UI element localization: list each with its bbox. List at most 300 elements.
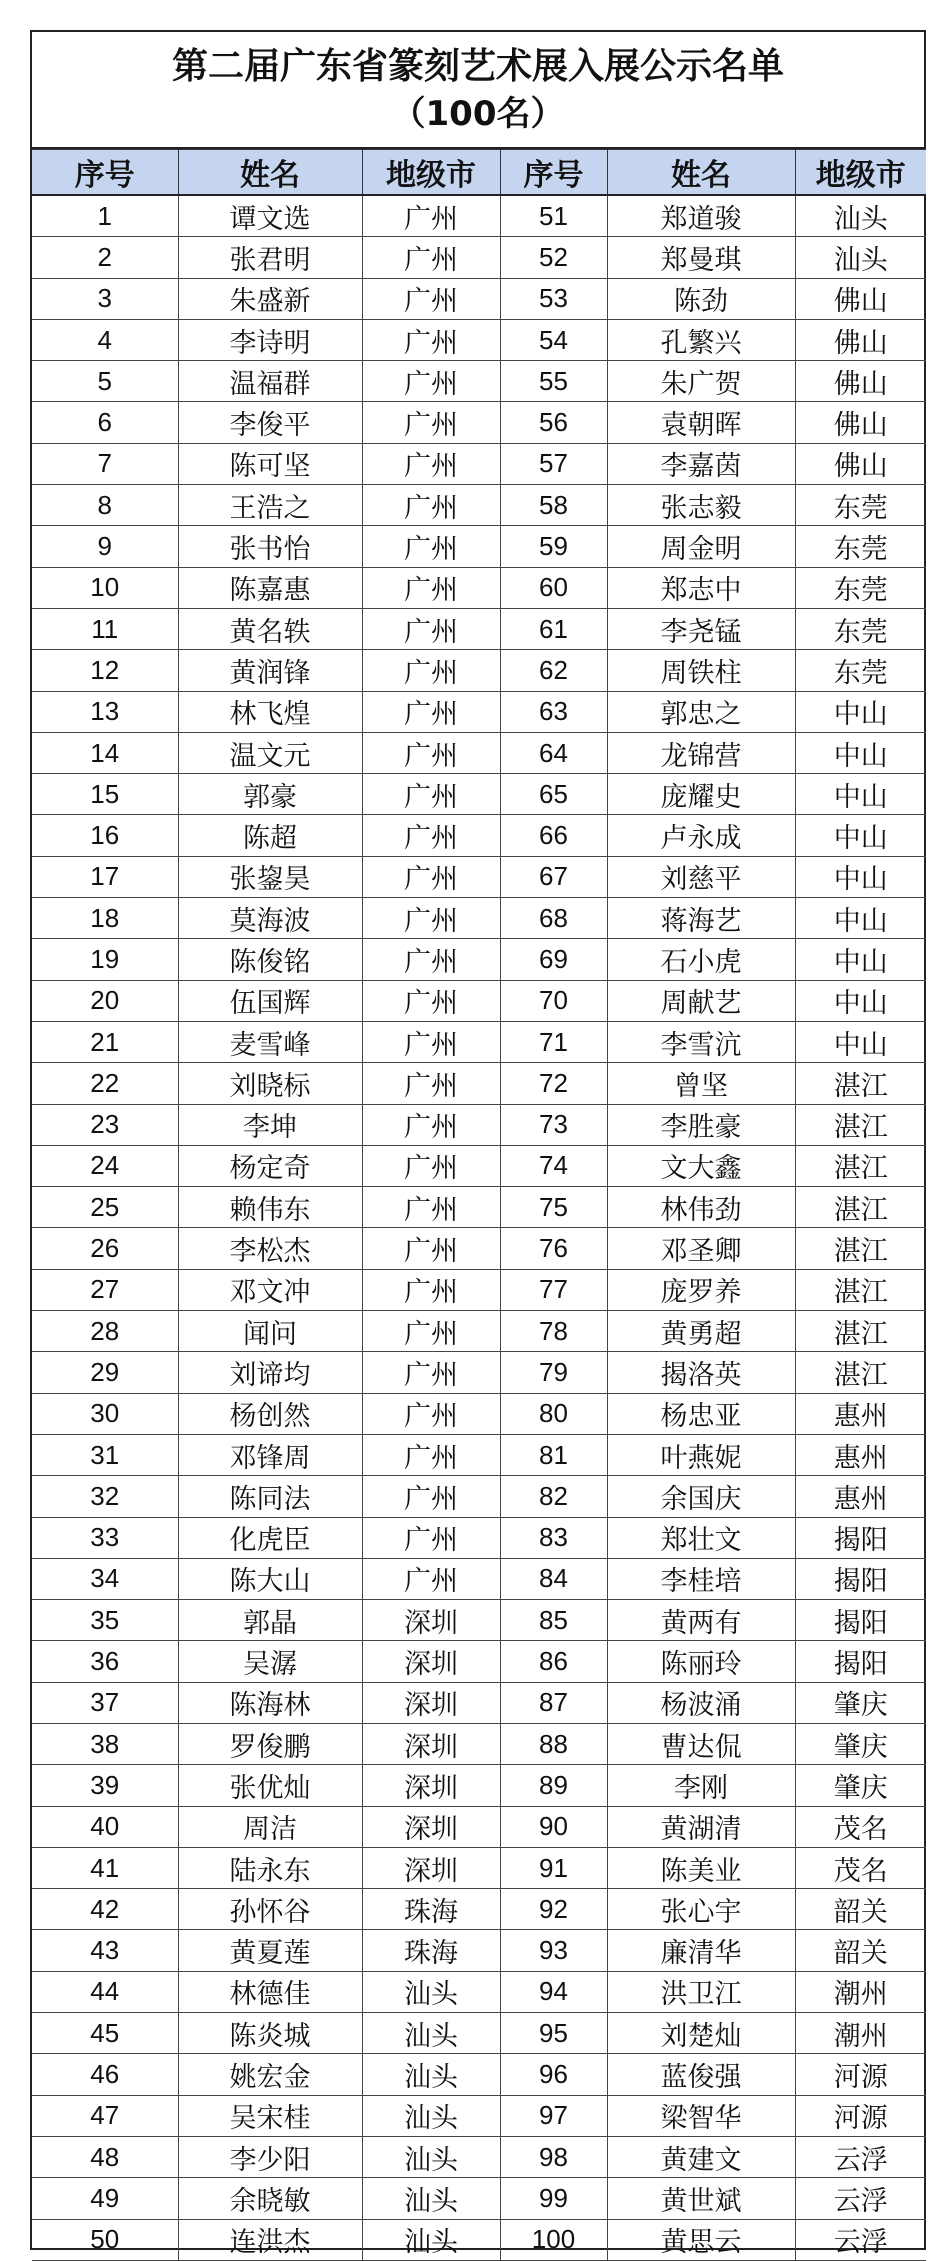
- cell-name-right: 张心宇: [607, 1889, 795, 1930]
- cell-name-left: 麦雪峰: [178, 1021, 362, 1062]
- cell-city-left: 广州: [362, 278, 500, 319]
- cell-city-right: 惠州: [795, 1476, 926, 1517]
- table-row: [32, 1682, 926, 1723]
- cell-city-left: 广州: [362, 1104, 500, 1145]
- cell-index-left: 17: [32, 856, 178, 897]
- cell-index-left: 4: [32, 319, 178, 360]
- cell-name-right: 周铁柱: [607, 650, 795, 691]
- cell-name-left: 陆永东: [178, 1847, 362, 1888]
- cell-index-left: 47: [32, 2095, 178, 2136]
- table-row: [32, 1723, 926, 1764]
- cell-name-left: 杨定奇: [178, 1145, 362, 1186]
- cell-city-left: 深圳: [362, 1641, 500, 1682]
- cell-city-right: 肇庆: [795, 1765, 926, 1806]
- cell-city-left: 汕头: [362, 2054, 500, 2095]
- table-row: [32, 2013, 926, 2054]
- cell-index-left: 22: [32, 1063, 178, 1104]
- table-row: [32, 691, 926, 732]
- cell-index-right: 61: [500, 608, 607, 649]
- cell-index-right: 80: [500, 1393, 607, 1434]
- cell-name-right: 曾坚: [607, 1063, 795, 1104]
- cell-city-right: 河源: [795, 2095, 926, 2136]
- cell-index-right: 100: [500, 2219, 607, 2260]
- cell-index-right: 85: [500, 1600, 607, 1641]
- cell-name-left: 周洁: [178, 1806, 362, 1847]
- cell-index-left: 38: [32, 1723, 178, 1764]
- cell-name-right: 邓圣卿: [607, 1228, 795, 1269]
- cell-index-right: 60: [500, 567, 607, 608]
- cell-index-right: 93: [500, 1930, 607, 1971]
- cell-index-right: 54: [500, 319, 607, 360]
- table-row: [32, 1228, 926, 1269]
- cell-index-right: 58: [500, 485, 607, 526]
- table-row: [32, 319, 926, 360]
- cell-index-right: 71: [500, 1021, 607, 1062]
- cell-index-right: 74: [500, 1145, 607, 1186]
- cell-index-right: 52: [500, 237, 607, 278]
- cell-name-right: 周献艺: [607, 980, 795, 1021]
- table-row: [32, 774, 926, 815]
- table-row: [32, 2178, 926, 2219]
- cell-city-left: 广州: [362, 1517, 500, 1558]
- cell-index-left: 31: [32, 1434, 178, 1475]
- cell-city-right: 湛江: [795, 1145, 926, 1186]
- cell-city-right: 东莞: [795, 608, 926, 649]
- cell-index-left: 18: [32, 898, 178, 939]
- table-row: [32, 1806, 926, 1847]
- cell-name-right: 余国庆: [607, 1476, 795, 1517]
- cell-city-right: 中山: [795, 691, 926, 732]
- cell-name-right: 黄思云: [607, 2219, 795, 2260]
- cell-city-left: 广州: [362, 1187, 500, 1228]
- header-city-right: 地级市: [795, 150, 926, 196]
- table-row: [32, 1352, 926, 1393]
- cell-index-left: 27: [32, 1269, 178, 1310]
- cell-city-left: 广州: [362, 898, 500, 939]
- cell-city-left: 广州: [362, 815, 500, 856]
- cell-index-left: 44: [32, 1971, 178, 2012]
- table-row: [32, 1311, 926, 1352]
- cell-name-right: 文大鑫: [607, 1145, 795, 1186]
- table-row: [32, 567, 926, 608]
- cell-city-left: 广州: [362, 526, 500, 567]
- cell-name-right: 陈美业: [607, 1847, 795, 1888]
- cell-city-left: 广州: [362, 980, 500, 1021]
- cell-name-right: 石小虎: [607, 939, 795, 980]
- cell-index-left: 12: [32, 650, 178, 691]
- cell-index-left: 41: [32, 1847, 178, 1888]
- table-row: [32, 1393, 926, 1434]
- cell-name-right: 郑道骏: [607, 195, 795, 237]
- cell-index-right: 97: [500, 2095, 607, 2136]
- cell-name-left: 张鋆昊: [178, 856, 362, 897]
- cell-index-right: 90: [500, 1806, 607, 1847]
- table-row: [32, 2054, 926, 2095]
- cell-city-right: 汕头: [795, 195, 926, 237]
- cell-name-right: 黄勇超: [607, 1311, 795, 1352]
- cell-city-left: 广州: [362, 650, 500, 691]
- cell-city-left: 广州: [362, 1558, 500, 1599]
- announcement-sheet: [30, 30, 926, 2259]
- cell-name-right: 庞罗养: [607, 1269, 795, 1310]
- cell-index-right: 81: [500, 1434, 607, 1475]
- table-row: [32, 1104, 926, 1145]
- cell-city-left: 广州: [362, 691, 500, 732]
- cell-city-right: 中山: [795, 732, 926, 773]
- table-row: [32, 1021, 926, 1062]
- cell-name-left: 罗俊鹏: [178, 1723, 362, 1764]
- cell-index-left: 15: [32, 774, 178, 815]
- cell-name-right: 林伟劲: [607, 1187, 795, 1228]
- cell-name-left: 李诗明: [178, 319, 362, 360]
- cell-index-left: 8: [32, 485, 178, 526]
- cell-city-left: 广州: [362, 608, 500, 649]
- cell-city-left: 广州: [362, 939, 500, 980]
- cell-city-right: 东莞: [795, 567, 926, 608]
- header-row: [32, 150, 926, 196]
- cell-city-right: 中山: [795, 1021, 926, 1062]
- cell-index-left: 28: [32, 1311, 178, 1352]
- cell-name-right: 朱广贺: [607, 361, 795, 402]
- cell-index-right: 79: [500, 1352, 607, 1393]
- cell-city-right: 云浮: [795, 2219, 926, 2260]
- cell-city-left: 广州: [362, 361, 500, 402]
- table-row: [32, 2219, 926, 2260]
- cell-index-right: 75: [500, 1187, 607, 1228]
- cell-index-right: 69: [500, 939, 607, 980]
- cell-index-right: 76: [500, 1228, 607, 1269]
- cell-city-right: 湛江: [795, 1063, 926, 1104]
- table-row: [32, 237, 926, 278]
- table-row: [32, 608, 926, 649]
- cell-city-right: 肇庆: [795, 1682, 926, 1723]
- cell-name-right: 陈丽玲: [607, 1641, 795, 1682]
- cell-city-right: 中山: [795, 774, 926, 815]
- cell-name-left: 李松杰: [178, 1228, 362, 1269]
- table-row: [32, 939, 926, 980]
- table-row: [32, 485, 926, 526]
- cell-index-left: 45: [32, 2013, 178, 2054]
- cell-city-right: 佛山: [795, 319, 926, 360]
- table-row: [32, 526, 926, 567]
- cell-index-left: 7: [32, 443, 178, 484]
- table-row: [32, 1930, 926, 1971]
- table-row: [32, 1600, 926, 1641]
- cell-city-left: 深圳: [362, 1600, 500, 1641]
- cell-city-right: 湛江: [795, 1352, 926, 1393]
- table-row: [32, 1476, 926, 1517]
- cell-city-left: 广州: [362, 732, 500, 773]
- cell-name-left: 谭文选: [178, 195, 362, 237]
- cell-name-left: 张优灿: [178, 1765, 362, 1806]
- page-subtitle: （100名）: [391, 93, 565, 134]
- cell-name-left: 杨创然: [178, 1393, 362, 1434]
- cell-name-left: 邓文冲: [178, 1269, 362, 1310]
- cell-index-right: 78: [500, 1311, 607, 1352]
- cell-name-right: 郭忠之: [607, 691, 795, 732]
- cell-index-left: 9: [32, 526, 178, 567]
- cell-name-left: 王浩之: [178, 485, 362, 526]
- cell-city-left: 汕头: [362, 2136, 500, 2177]
- cell-name-right: 袁朝晖: [607, 402, 795, 443]
- cell-index-left: 49: [32, 2178, 178, 2219]
- cell-city-left: 深圳: [362, 1723, 500, 1764]
- cell-city-right: 潮州: [795, 2013, 926, 2054]
- cell-index-right: 83: [500, 1517, 607, 1558]
- cell-name-left: 莫海波: [178, 898, 362, 939]
- cell-index-right: 98: [500, 2136, 607, 2177]
- cell-name-left: 刘谛均: [178, 1352, 362, 1393]
- cell-city-right: 中山: [795, 980, 926, 1021]
- cell-name-right: 杨忠亚: [607, 1393, 795, 1434]
- cell-name-right: 杨波涌: [607, 1682, 795, 1723]
- cell-index-left: 3: [32, 278, 178, 319]
- header-index-left: 序号: [32, 150, 178, 196]
- cell-index-right: 64: [500, 732, 607, 773]
- cell-city-left: 广州: [362, 1352, 500, 1393]
- cell-index-left: 10: [32, 567, 178, 608]
- cell-city-left: 汕头: [362, 1971, 500, 2012]
- cell-name-right: 卢永成: [607, 815, 795, 856]
- table-row: [32, 1558, 926, 1599]
- cell-name-right: 郑曼琪: [607, 237, 795, 278]
- cell-city-left: 汕头: [362, 2219, 500, 2260]
- cell-city-right: 肇庆: [795, 1723, 926, 1764]
- cell-index-left: 11: [32, 608, 178, 649]
- cell-city-left: 广州: [362, 1269, 500, 1310]
- cell-city-left: 珠海: [362, 1889, 500, 1930]
- cell-index-left: 1: [32, 195, 178, 237]
- cell-index-left: 6: [32, 402, 178, 443]
- cell-city-left: 珠海: [362, 1930, 500, 1971]
- cell-index-left: 26: [32, 1228, 178, 1269]
- cell-index-right: 72: [500, 1063, 607, 1104]
- cell-city-left: 广州: [362, 195, 500, 237]
- table-body: [32, 195, 926, 2260]
- cell-index-left: 48: [32, 2136, 178, 2177]
- cell-city-right: 茂名: [795, 1806, 926, 1847]
- cell-city-left: 广州: [362, 319, 500, 360]
- cell-city-left: 广州: [362, 485, 500, 526]
- title-block: [32, 32, 924, 149]
- cell-name-left: 闻问: [178, 1311, 362, 1352]
- cell-index-left: 36: [32, 1641, 178, 1682]
- table-row: [32, 195, 926, 237]
- cell-city-left: 广州: [362, 1311, 500, 1352]
- cell-index-right: 84: [500, 1558, 607, 1599]
- cell-city-right: 河源: [795, 2054, 926, 2095]
- cell-city-right: 东莞: [795, 485, 926, 526]
- cell-city-right: 中山: [795, 898, 926, 939]
- cell-city-right: 揭阳: [795, 1600, 926, 1641]
- table-row: [32, 732, 926, 773]
- cell-city-right: 中山: [795, 939, 926, 980]
- cell-name-left: 郭豪: [178, 774, 362, 815]
- cell-name-right: 李嘉茵: [607, 443, 795, 484]
- cell-name-left: 李坤: [178, 1104, 362, 1145]
- cell-city-right: 惠州: [795, 1393, 926, 1434]
- cell-city-left: 广州: [362, 567, 500, 608]
- cell-city-right: 韶关: [795, 1889, 926, 1930]
- cell-index-left: 16: [32, 815, 178, 856]
- cell-city-left: 广州: [362, 774, 500, 815]
- cell-name-left: 连洪杰: [178, 2219, 362, 2260]
- cell-city-right: 湛江: [795, 1104, 926, 1145]
- cell-index-right: 99: [500, 2178, 607, 2219]
- cell-name-left: 温文元: [178, 732, 362, 773]
- cell-name-left: 林飞煌: [178, 691, 362, 732]
- cell-index-left: 29: [32, 1352, 178, 1393]
- cell-name-left: 张书怡: [178, 526, 362, 567]
- cell-name-right: 郑壮文: [607, 1517, 795, 1558]
- cell-name-left: 张君明: [178, 237, 362, 278]
- cell-name-left: 陈大山: [178, 1558, 362, 1599]
- cell-index-right: 77: [500, 1269, 607, 1310]
- header-name-left: 姓名: [178, 150, 362, 196]
- cell-name-right: 李胜豪: [607, 1104, 795, 1145]
- cell-city-left: 广州: [362, 402, 500, 443]
- cell-index-left: 46: [32, 2054, 178, 2095]
- cell-name-right: 曹达侃: [607, 1723, 795, 1764]
- cell-city-right: 揭阳: [795, 1517, 926, 1558]
- cell-name-right: 李尧锰: [607, 608, 795, 649]
- cell-index-left: 39: [32, 1765, 178, 1806]
- cell-name-right: 陈劲: [607, 278, 795, 319]
- cell-name-right: 廉清华: [607, 1930, 795, 1971]
- cell-index-right: 53: [500, 278, 607, 319]
- cell-name-right: 刘楚灿: [607, 2013, 795, 2054]
- cell-name-left: 朱盛新: [178, 278, 362, 319]
- header-city-left: 地级市: [362, 150, 500, 196]
- cell-index-left: 5: [32, 361, 178, 402]
- cell-name-left: 陈嘉惠: [178, 567, 362, 608]
- cell-city-right: 云浮: [795, 2136, 926, 2177]
- cell-name-right: 李刚: [607, 1765, 795, 1806]
- cell-name-right: 庞耀史: [607, 774, 795, 815]
- cell-index-left: 21: [32, 1021, 178, 1062]
- table-row: [32, 1847, 926, 1888]
- table-row: [32, 1434, 926, 1475]
- header-name-right: 姓名: [607, 150, 795, 196]
- cell-index-right: 55: [500, 361, 607, 402]
- cell-name-right: 龙锦营: [607, 732, 795, 773]
- cell-index-right: 94: [500, 1971, 607, 2012]
- cell-name-right: 洪卫江: [607, 1971, 795, 2012]
- table-row: [32, 1269, 926, 1310]
- cell-name-left: 陈海林: [178, 1682, 362, 1723]
- table-row: [32, 1063, 926, 1104]
- cell-name-right: 周金明: [607, 526, 795, 567]
- cell-index-left: 35: [32, 1600, 178, 1641]
- cell-name-right: 黄两有: [607, 1600, 795, 1641]
- cell-name-left: 黄润锋: [178, 650, 362, 691]
- cell-city-right: 揭阳: [795, 1558, 926, 1599]
- cell-name-right: 蓝俊强: [607, 2054, 795, 2095]
- cell-index-right: 91: [500, 1847, 607, 1888]
- cell-index-right: 86: [500, 1641, 607, 1682]
- cell-name-left: 刘晓标: [178, 1063, 362, 1104]
- cell-name-right: 揭洛英: [607, 1352, 795, 1393]
- cell-city-left: 汕头: [362, 2013, 500, 2054]
- cell-city-right: 茂名: [795, 1847, 926, 1888]
- cell-name-left: 林德佳: [178, 1971, 362, 2012]
- table-row: [32, 361, 926, 402]
- table-row: [32, 278, 926, 319]
- cell-city-right: 韶关: [795, 1930, 926, 1971]
- cell-index-left: 24: [32, 1145, 178, 1186]
- table-row: [32, 443, 926, 484]
- cell-index-left: 23: [32, 1104, 178, 1145]
- cell-name-right: 张志毅: [607, 485, 795, 526]
- cell-city-left: 广州: [362, 1063, 500, 1104]
- table-row: [32, 980, 926, 1021]
- table-row: [32, 815, 926, 856]
- cell-name-left: 邓锋周: [178, 1434, 362, 1475]
- table-row: [32, 1145, 926, 1186]
- cell-city-right: 佛山: [795, 278, 926, 319]
- cell-name-left: 黄夏莲: [178, 1930, 362, 1971]
- cell-name-left: 余晓敏: [178, 2178, 362, 2219]
- cell-name-left: 郭晶: [178, 1600, 362, 1641]
- cell-index-left: 43: [32, 1930, 178, 1971]
- cell-index-right: 87: [500, 1682, 607, 1723]
- cell-index-right: 63: [500, 691, 607, 732]
- cell-index-left: 37: [32, 1682, 178, 1723]
- cell-city-left: 广州: [362, 1145, 500, 1186]
- cell-city-left: 广州: [362, 443, 500, 484]
- cell-city-right: 湛江: [795, 1311, 926, 1352]
- name-list-table: [32, 149, 926, 2261]
- cell-index-right: 89: [500, 1765, 607, 1806]
- cell-name-left: 陈炎城: [178, 2013, 362, 2054]
- cell-name-right: 李雪沆: [607, 1021, 795, 1062]
- cell-index-right: 62: [500, 650, 607, 691]
- cell-name-left: 孙怀谷: [178, 1889, 362, 1930]
- cell-index-right: 51: [500, 195, 607, 237]
- cell-city-left: 广州: [362, 1434, 500, 1475]
- table-row: [32, 1971, 926, 2012]
- cell-city-left: 广州: [362, 1393, 500, 1434]
- cell-name-left: 姚宏金: [178, 2054, 362, 2095]
- cell-name-right: 黄建文: [607, 2136, 795, 2177]
- cell-city-left: 深圳: [362, 1682, 500, 1723]
- cell-index-left: 40: [32, 1806, 178, 1847]
- cell-index-left: 19: [32, 939, 178, 980]
- cell-name-left: 陈同法: [178, 1476, 362, 1517]
- cell-city-left: 深圳: [362, 1847, 500, 1888]
- cell-city-left: 广州: [362, 1228, 500, 1269]
- cell-index-left: 20: [32, 980, 178, 1021]
- cell-index-left: 13: [32, 691, 178, 732]
- cell-index-right: 88: [500, 1723, 607, 1764]
- table-row: [32, 2095, 926, 2136]
- table-row: [32, 1641, 926, 1682]
- cell-index-left: 14: [32, 732, 178, 773]
- cell-city-right: 佛山: [795, 443, 926, 484]
- cell-city-right: 湛江: [795, 1187, 926, 1228]
- cell-index-left: 30: [32, 1393, 178, 1434]
- cell-index-right: 59: [500, 526, 607, 567]
- page-title: 第二届广东省篆刻艺术展入展公示名单: [171, 45, 784, 87]
- cell-name-right: 孔繁兴: [607, 319, 795, 360]
- cell-city-right: 中山: [795, 856, 926, 897]
- cell-city-right: 汕头: [795, 237, 926, 278]
- cell-name-left: 伍国辉: [178, 980, 362, 1021]
- cell-name-left: 化虎臣: [178, 1517, 362, 1558]
- cell-city-right: 揭阳: [795, 1641, 926, 1682]
- cell-name-right: 黄湖清: [607, 1806, 795, 1847]
- cell-name-right: 叶燕妮: [607, 1434, 795, 1475]
